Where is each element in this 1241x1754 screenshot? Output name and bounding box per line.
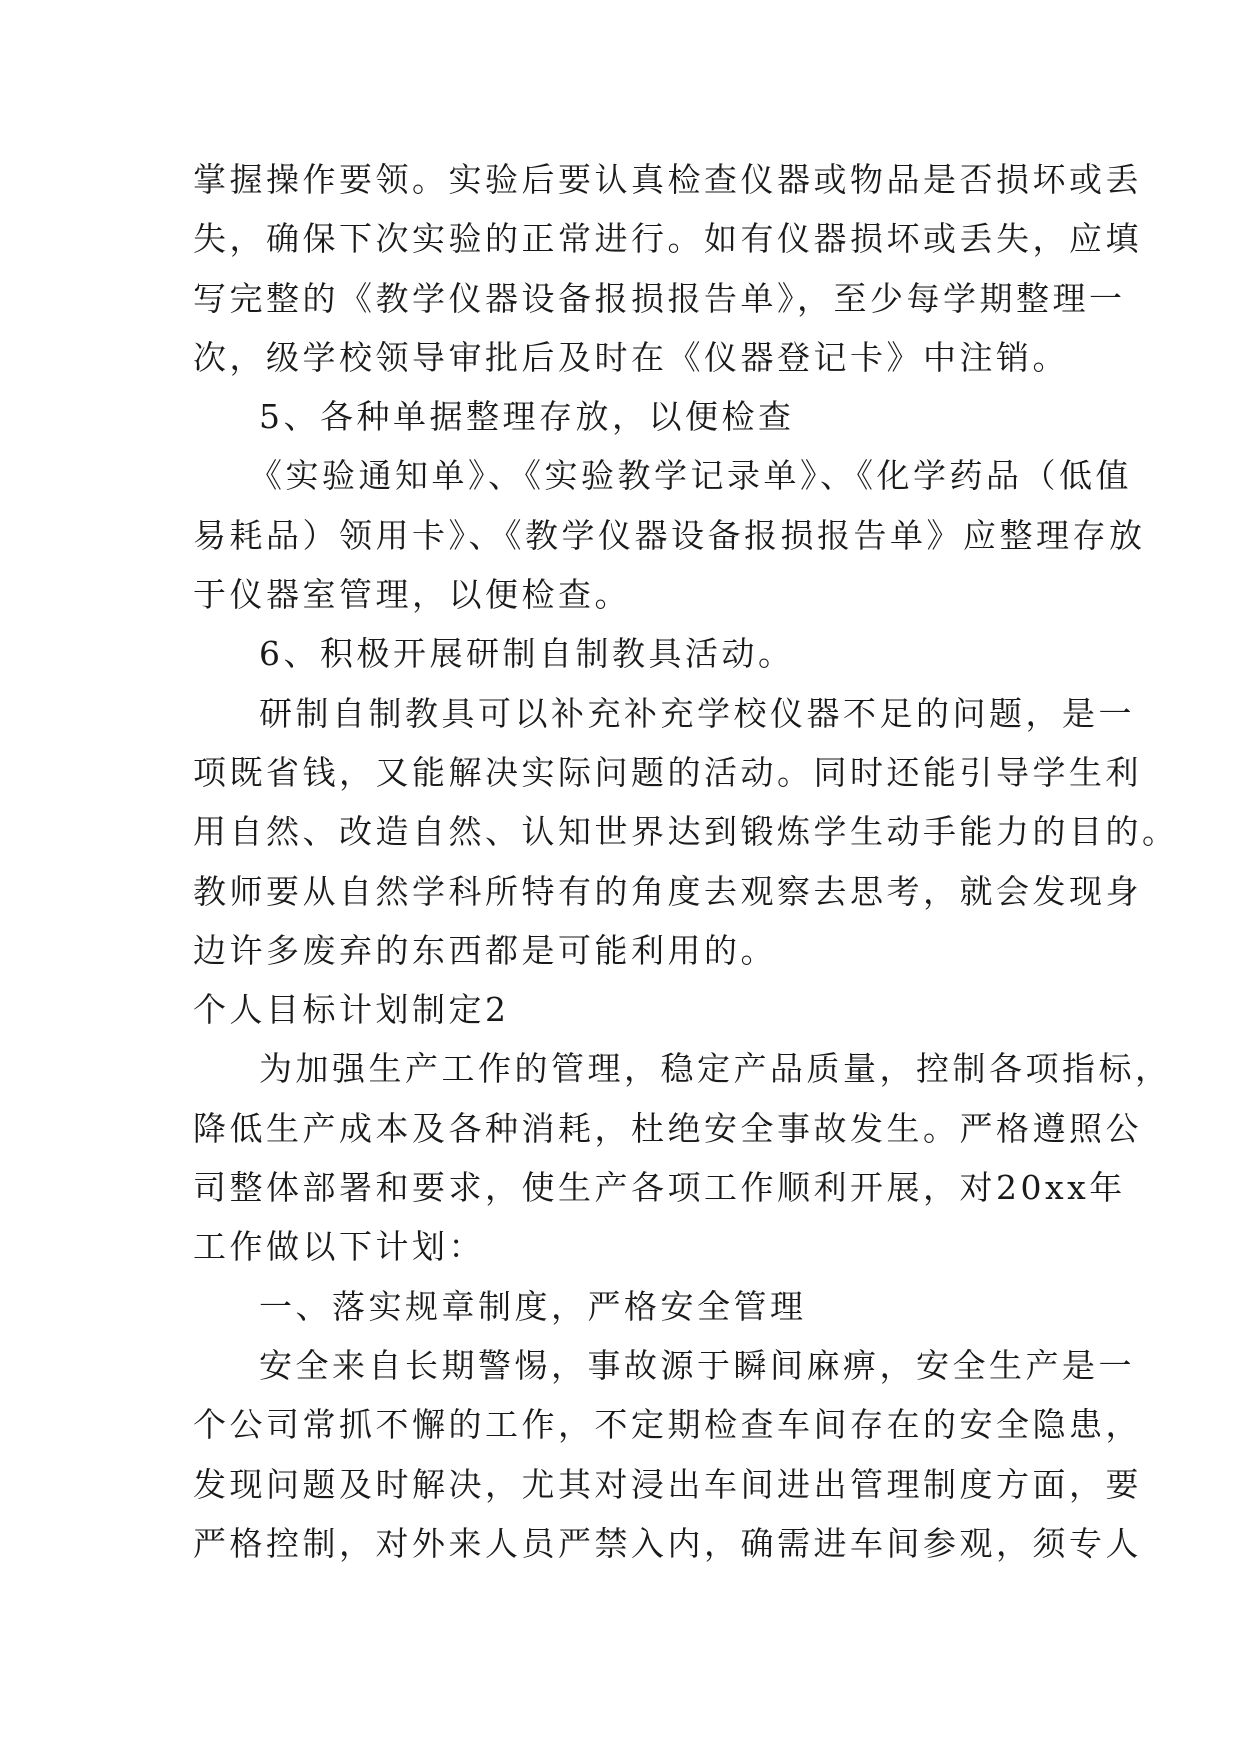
- text-line: 《实验通知单》、《实验教学记录单》、《化学药品（低值: [249, 456, 1132, 496]
- document-title: 个人目标计划制定2: [193, 990, 510, 1030]
- text-line: 安全来自长期警惕，事故源于瞬间麻痹，安全生产是一: [259, 1345, 1135, 1385]
- text-line: 失，确保下次实验的正常进行。如有仪器损坏或丢失，应填: [193, 219, 1142, 259]
- text-line: 工作做以下计划：: [193, 1227, 485, 1267]
- text-line: 研制自制教具可以补充补充学校仪器不足的问题，是一: [259, 693, 1135, 733]
- text-line: 易耗品）领用卡》、《教学仪器设备报损报告单》应整理存放: [193, 515, 1146, 555]
- text-line: 司整体部署和要求，使生产各项工作顺利开展，对20xx年: [193, 1168, 1126, 1208]
- text-line: 掌握操作要领。实验后要认真检查仪器或物品是否损坏或丢: [193, 160, 1142, 199]
- text-line: 个公司常抓不懈的工作，不定期检查车间存在的安全隐患，: [193, 1405, 1142, 1445]
- section-heading: 一、落实规章制度，严格安全管理: [259, 1286, 807, 1326]
- text-line: 次，级学校领导审批后及时在《仪器登记卡》中注销。: [193, 337, 1069, 377]
- text-line: 严格控制，对外来人员严禁入内，确需进车间参观，须专人: [193, 1523, 1142, 1563]
- text-line: 教师要从自然学科所特有的角度去观察去思考，就会发现身: [193, 871, 1142, 911]
- section-heading: 5、各种单据整理存放，以便检查: [259, 397, 795, 437]
- text-line: 降低生产成本及各种消耗，杜绝安全事故发生。严格遵照公: [193, 1108, 1142, 1148]
- section-heading: 6、积极开展研制自制教具活动。: [259, 634, 795, 674]
- text-line: 用自然、改造自然、认知世界达到锻炼学生动手能力的目的。: [193, 812, 1179, 852]
- text-line: 边许多废弃的东西都是可能利用的。: [193, 930, 777, 970]
- text-line: 项既省钱，又能解决实际问题的活动。同时还能引导学生利: [193, 752, 1142, 792]
- text-line: 于仪器室管理，以便检查。: [193, 575, 631, 615]
- text-line: 发现问题及时解决，尤其对浸出车间进出管理制度方面，要: [193, 1464, 1142, 1504]
- document-page: [193, 150, 1179, 1573]
- text-line: 为加强生产工作的管理，稳定产品质量，控制各项指标，: [259, 1049, 1172, 1089]
- text-line: 写完整的《教学仪器设备报损报告单》，至少每学期整理一: [193, 278, 1126, 318]
